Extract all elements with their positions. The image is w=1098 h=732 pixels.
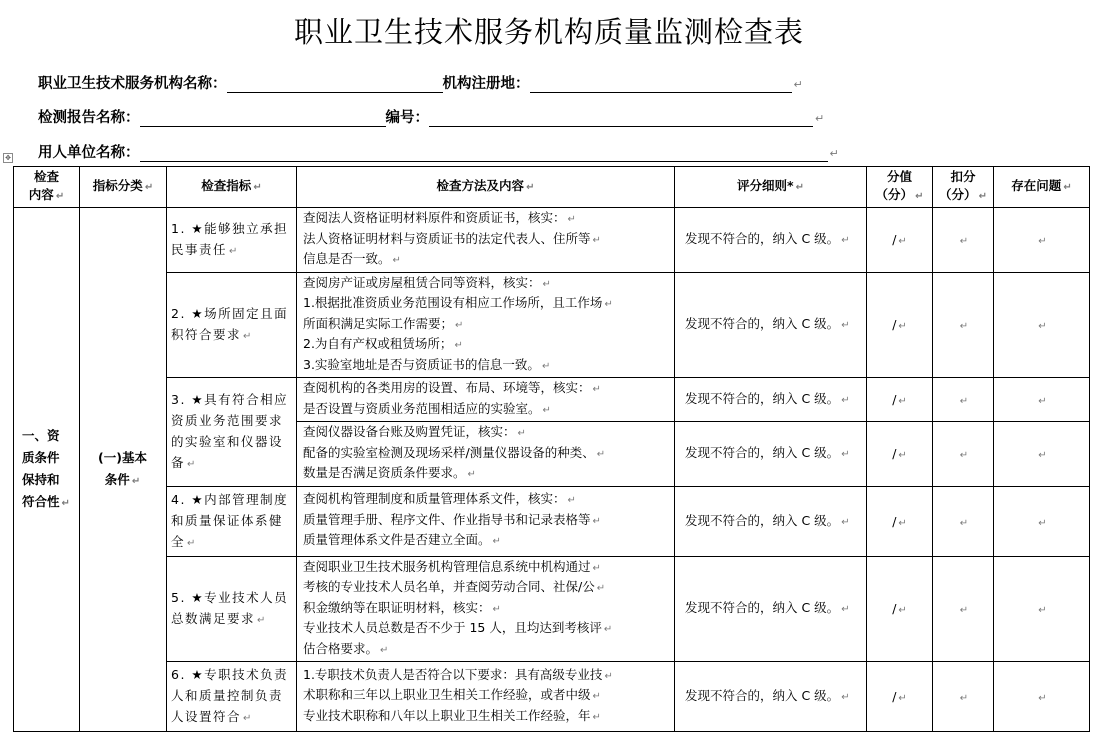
deduction-cell[interactable] xyxy=(933,486,994,556)
score-value: / xyxy=(892,317,897,333)
method-line xyxy=(303,707,668,728)
category-label: 一、资 质条件 保持和 符合性 xyxy=(22,427,60,509)
paragraph-mark: ↵ xyxy=(517,428,526,439)
rule-text: 发现不符合的，纳入 C 级。 xyxy=(685,231,840,247)
paragraph-mark: ↵ xyxy=(392,255,401,266)
indicator-cell xyxy=(167,486,297,556)
indicator-cell xyxy=(167,556,297,662)
method-line-text: 2.为自有产权或租赁场所； xyxy=(303,336,453,351)
paragraph-mark: ↵ xyxy=(253,182,262,193)
paragraph-mark: ↵ xyxy=(567,214,576,225)
table-row xyxy=(14,486,1090,556)
paragraph-mark: ↵ xyxy=(542,278,551,290)
rule-cell xyxy=(675,208,867,273)
method-line-text: 法人资格证明材料与资质证书的法定代表人、住所等 xyxy=(303,230,591,246)
reg-place-label: 机构注册地： xyxy=(442,76,530,92)
paragraph-mark: ↵ xyxy=(1038,396,1047,407)
paragraph-mark: ↵ xyxy=(604,670,613,682)
method-line-text: 所面积满足实际工作需要； xyxy=(303,315,454,331)
rule-text: 发现不符合的，纳入 C 级。 xyxy=(685,600,840,616)
indicator-text: 6. ★专职技术负责人和质量控制负责人设置符合 xyxy=(171,667,289,724)
table-row xyxy=(14,556,1090,662)
indicator-cell xyxy=(167,378,297,487)
inspection-table xyxy=(13,166,1090,732)
table-row xyxy=(14,272,1090,378)
indicator-text: 4. ★内部管理制度和质量保证体系健全 xyxy=(171,491,289,549)
paragraph-mark: ↵ xyxy=(144,182,154,193)
org-name-label: 职业卫生技术服务机构名称： xyxy=(38,76,227,92)
header-cell xyxy=(80,167,167,208)
method-line-text: 术职称和三年以上职业卫生相关工作经验，或者中级 xyxy=(303,687,591,703)
number-field[interactable] xyxy=(429,110,813,127)
report-name-label: 检测报告名称： xyxy=(38,110,140,126)
method-line-text: 查阅机构的各类用房的设置、布局、环境等，核实： xyxy=(303,380,591,395)
score-cell[interactable] xyxy=(867,556,933,662)
method-line xyxy=(303,640,668,661)
paragraph-mark: ↵ xyxy=(959,517,969,529)
employer-label: 用人单位名称： xyxy=(38,145,140,161)
table-row xyxy=(14,208,1090,273)
header-cell xyxy=(297,167,675,208)
header-check-indicator: 检查指标 xyxy=(201,178,252,193)
method-line-text: 查阅仪器设备台账及购置凭证，核实： xyxy=(303,424,516,439)
paragraph-mark: ↵ xyxy=(915,191,924,202)
method-line xyxy=(303,531,668,552)
method-line-text: 查阅职业卫生技术服务机构管理信息系统中机构通过 xyxy=(303,558,591,574)
header-cell xyxy=(167,167,297,208)
method-line-text: 配备的实验室检测及现场采样/测量仪器设备的种类、 xyxy=(303,444,595,460)
method-line-text: 是否设置与资质业务范围相适应的实验室。 xyxy=(303,400,541,416)
paragraph-mark: ↵ xyxy=(898,236,907,248)
paragraph-mark: ↵ xyxy=(131,475,141,487)
method-line xyxy=(303,356,668,377)
paragraph-mark: ↵ xyxy=(454,340,463,351)
rule-text: 发现不符合的，纳入 C 级。 xyxy=(685,391,840,406)
deduction-cell[interactable] xyxy=(933,378,994,422)
method-cell xyxy=(297,556,675,662)
score-cell[interactable] xyxy=(867,208,933,273)
paragraph-mark: ↵ xyxy=(1038,450,1047,462)
table-row xyxy=(14,378,1090,422)
paragraph-mark: ↵ xyxy=(1038,517,1047,529)
paragraph-mark: ↵ xyxy=(567,495,576,507)
method-line-text: 专业技术人员总数是否不少于 15 人，且均达到考核评 xyxy=(303,620,602,635)
method-line xyxy=(303,686,668,707)
score-value: / xyxy=(892,689,897,704)
paragraph-mark: ↵ xyxy=(187,458,197,470)
paragraph-mark: ↵ xyxy=(1063,182,1072,193)
method-line xyxy=(303,464,668,485)
paragraph-mark: ↵ xyxy=(815,112,825,125)
method-line-text: 3.实验室地址是否与资质证书的信息一致。 xyxy=(303,356,540,372)
issues-cell[interactable] xyxy=(994,272,1090,378)
method-line-text: 查阅法人资格证明材料原件和资质证书，核实： xyxy=(303,210,566,225)
paragraph-mark: ↵ xyxy=(841,235,850,247)
method-line xyxy=(303,209,668,230)
paragraph-mark: ↵ xyxy=(592,234,601,246)
paragraph-mark: ↵ xyxy=(898,396,907,407)
employer-info-row xyxy=(38,141,839,162)
deduction-cell[interactable] xyxy=(933,556,994,662)
paragraph-mark: ↵ xyxy=(492,536,501,548)
paragraph-mark: ↵ xyxy=(1038,693,1047,704)
paragraph-mark: ↵ xyxy=(187,537,197,549)
score-cell[interactable] xyxy=(867,662,933,732)
method-line-text: 1.专职技术负责人是否符合以下要求：具有高级专业技 xyxy=(303,666,603,682)
paragraph-mark: ↵ xyxy=(1038,321,1047,333)
table-move-handle-icon[interactable]: ✥ xyxy=(3,153,13,163)
paragraph-mark: ↵ xyxy=(55,191,65,202)
method-line-text: 专业技术职称和八年以上职业卫生相关工作经验，年 xyxy=(303,707,591,723)
method-line-text: 信息是否一致。 xyxy=(303,251,391,266)
indicator-cell xyxy=(167,662,297,732)
category-cell xyxy=(14,208,80,732)
deduction-cell[interactable] xyxy=(933,208,994,273)
paragraph-mark: ↵ xyxy=(959,605,969,617)
rule-cell xyxy=(675,422,867,487)
method-line-text: 估合格要求。 xyxy=(303,640,379,656)
paragraph-mark: ↵ xyxy=(841,692,850,703)
report-info-row xyxy=(38,106,824,127)
method-line xyxy=(303,335,668,356)
indicator-text: 3. ★具有符合相应资质业务范围要求的实验室和仪器设备 xyxy=(171,391,289,470)
method-cell xyxy=(297,272,675,378)
deduction-cell[interactable] xyxy=(933,422,994,487)
paragraph-mark: ↵ xyxy=(841,449,850,461)
paragraph-mark: ↵ xyxy=(467,469,476,480)
paragraph-mark: ↵ xyxy=(592,384,601,395)
score-cell[interactable] xyxy=(867,422,933,487)
header-cell xyxy=(867,167,933,208)
method-line xyxy=(303,511,668,532)
header-scoring-rule: 评分细则* xyxy=(737,178,794,193)
rule-cell xyxy=(675,556,867,662)
header-score: 分值 （分） xyxy=(875,169,914,202)
paragraph-mark: ↵ xyxy=(592,691,601,703)
paragraph-mark: ↵ xyxy=(592,562,601,574)
rule-text: 发现不符合的，纳入 C 级。 xyxy=(685,688,840,703)
score-cell[interactable] xyxy=(867,378,933,422)
paragraph-mark: ↵ xyxy=(229,245,239,257)
subcategory-label: (一)基本 条件 xyxy=(98,449,147,487)
method-line xyxy=(303,315,668,336)
indicator-text: 1. ★能够独立承担民事责任 xyxy=(171,220,289,257)
report-name-field[interactable] xyxy=(140,110,386,127)
paragraph-mark: ↵ xyxy=(542,404,551,416)
paragraph-mark: ↵ xyxy=(978,191,987,202)
rule-text: 发现不符合的，纳入 C 级。 xyxy=(685,445,840,461)
method-line xyxy=(303,444,668,465)
indicator-cell xyxy=(167,272,297,378)
method-cell xyxy=(297,208,675,273)
method-line-text: 数量是否满足资质条件要求。 xyxy=(303,465,466,480)
issues-cell[interactable] xyxy=(994,662,1090,732)
method-line xyxy=(303,578,668,599)
rule-text: 发现不符合的，纳入 C 级。 xyxy=(685,512,840,528)
header-cell xyxy=(675,167,867,208)
number-label: 编号： xyxy=(385,110,429,126)
paragraph-mark: ↵ xyxy=(1038,605,1047,617)
header-indicator-category: 指标分类 xyxy=(92,178,143,193)
paragraph-mark: ↵ xyxy=(596,583,606,594)
org-info-row xyxy=(38,72,803,93)
method-line xyxy=(303,490,668,511)
paragraph-mark: ↵ xyxy=(541,360,551,372)
score-value: / xyxy=(892,392,897,407)
score-value: / xyxy=(892,601,897,617)
paragraph-mark: ↵ xyxy=(898,693,907,704)
paragraph-mark: ↵ xyxy=(898,517,907,529)
score-cell[interactable] xyxy=(867,486,933,556)
paragraph-mark: ↵ xyxy=(603,624,613,635)
method-line xyxy=(303,230,668,251)
method-cell xyxy=(297,378,675,422)
score-cell[interactable] xyxy=(867,272,933,378)
paragraph-mark: ↵ xyxy=(526,182,535,193)
rule-cell xyxy=(675,272,867,378)
paragraph-mark: ↵ xyxy=(243,330,253,342)
paragraph-mark: ↵ xyxy=(829,147,839,160)
paragraph-mark: ↵ xyxy=(959,450,969,462)
method-line-text: 查阅房产证或房屋租赁合同等资料，核实： xyxy=(303,274,541,290)
table-row xyxy=(14,662,1090,732)
score-value: / xyxy=(892,232,897,248)
header-deduction: 扣分 （分） xyxy=(939,169,977,202)
employer-field[interactable] xyxy=(140,145,828,162)
paragraph-mark: ↵ xyxy=(592,515,601,527)
header-cell xyxy=(994,167,1090,208)
method-line xyxy=(303,619,668,640)
deduction-cell[interactable] xyxy=(933,272,994,378)
paragraph-mark: ↵ xyxy=(596,448,606,460)
paragraph-mark: ↵ xyxy=(898,450,907,462)
paragraph-mark: ↵ xyxy=(841,395,850,406)
header-cell xyxy=(14,167,80,208)
method-line xyxy=(303,599,668,620)
rule-text: 发现不符合的，纳入 C 级。 xyxy=(685,316,840,332)
score-value: / xyxy=(892,513,897,529)
paragraph-mark: ↵ xyxy=(959,693,969,704)
header-method: 检查方法及内容 xyxy=(436,178,525,193)
paragraph-mark: ↵ xyxy=(604,299,613,310)
method-line xyxy=(303,666,668,687)
method-line-text: 质量管理手册、程序文件、作业指导书和记录表格等 xyxy=(303,511,591,527)
method-line-text: 质量管理体系文件是否建立全面。 xyxy=(303,532,491,548)
score-value: / xyxy=(892,446,897,462)
deduction-cell[interactable] xyxy=(933,662,994,732)
paragraph-mark: ↵ xyxy=(380,644,389,656)
method-cell xyxy=(297,662,675,732)
method-line xyxy=(303,250,668,271)
indicator-cell xyxy=(167,208,297,273)
reg-place-field[interactable] xyxy=(530,76,792,93)
paragraph-mark: ↵ xyxy=(795,182,804,193)
subcategory-cell xyxy=(80,208,167,732)
method-line xyxy=(303,558,668,579)
paragraph-mark: ↵ xyxy=(257,614,267,626)
issues-cell[interactable] xyxy=(994,208,1090,273)
paragraph-mark: ↵ xyxy=(243,713,253,724)
rule-cell xyxy=(675,662,867,732)
page-title: 职业卫生技术服务机构质量监测检查表 xyxy=(293,15,804,49)
method-cell xyxy=(297,422,675,487)
paragraph-mark: ↵ xyxy=(959,396,969,407)
issues-cell[interactable] xyxy=(994,422,1090,487)
table-header-row xyxy=(14,167,1090,208)
method-line-text: 1.根据批准资质业务范围设有相应工作场所，且工作场 xyxy=(303,295,603,310)
header-check-content: 检查 内容 xyxy=(28,169,59,202)
method-line xyxy=(303,423,668,444)
paragraph-mark: ↵ xyxy=(959,321,969,333)
method-line-text: 积金缴纳等在职证明材料，核实： xyxy=(303,599,491,615)
paragraph-mark: ↵ xyxy=(793,78,803,91)
issues-cell[interactable] xyxy=(994,378,1090,422)
issues-cell[interactable] xyxy=(994,486,1090,556)
method-line xyxy=(303,379,668,400)
paragraph-mark: ↵ xyxy=(592,711,601,723)
indicator-text: 5. ★专业技术人员总数满足要求 xyxy=(171,589,289,626)
paragraph-mark: ↵ xyxy=(898,605,907,617)
header-issues: 存在问题 xyxy=(1011,178,1062,193)
paragraph-mark: ↵ xyxy=(1038,236,1047,248)
paragraph-mark: ↵ xyxy=(841,320,850,332)
header-cell xyxy=(933,167,994,208)
org-name-field[interactable] xyxy=(227,76,443,93)
paragraph-mark: ↵ xyxy=(841,604,850,616)
indicator-text: 2. ★场所固定且面积符合要求 xyxy=(171,305,289,342)
rule-cell xyxy=(675,486,867,556)
method-line xyxy=(303,400,668,421)
paragraph-mark: ↵ xyxy=(492,603,501,615)
rule-cell xyxy=(675,378,867,422)
paragraph-mark: ↵ xyxy=(841,516,850,528)
paragraph-mark: ↵ xyxy=(61,497,70,509)
method-cell xyxy=(297,486,675,556)
paragraph-mark: ↵ xyxy=(959,236,969,248)
method-line-text: 考核的专业技术人员名单，并查阅劳动合同、社保/公 xyxy=(303,579,595,594)
issues-cell[interactable] xyxy=(994,556,1090,662)
paragraph-mark: ↵ xyxy=(898,321,907,333)
method-line xyxy=(303,294,668,315)
method-line-text: 查阅机构管理制度和质量管理体系文件，核实： xyxy=(303,491,566,507)
paragraph-mark: ↵ xyxy=(455,319,464,331)
method-line xyxy=(303,274,668,295)
